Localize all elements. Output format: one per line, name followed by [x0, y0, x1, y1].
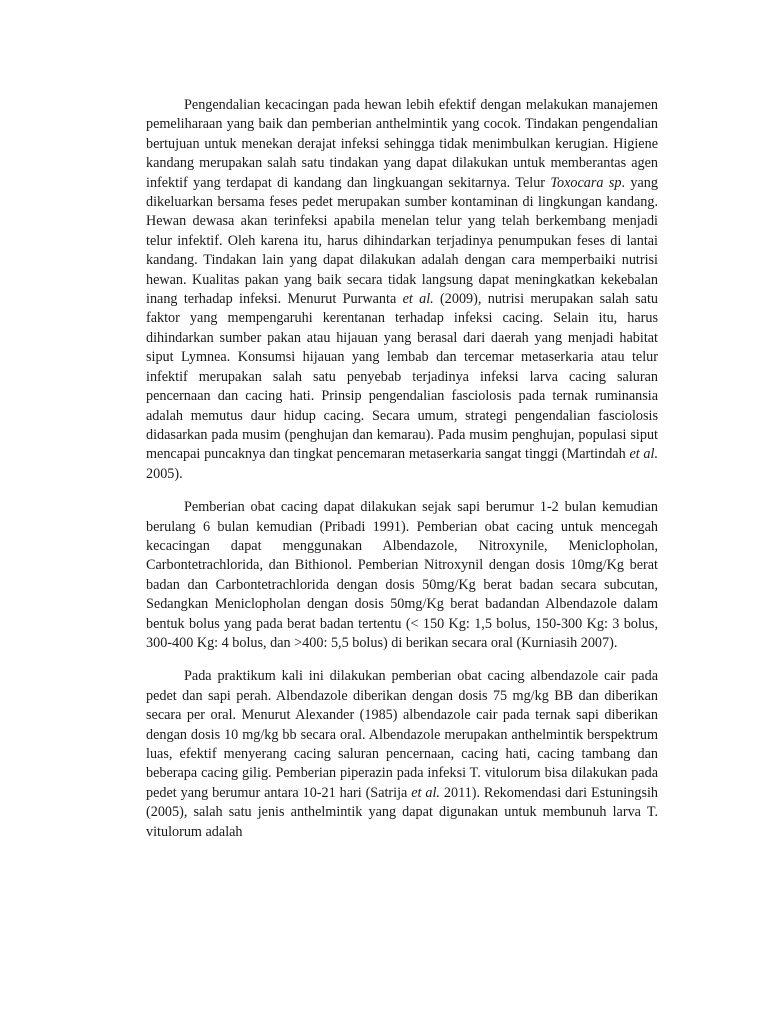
paragraph-1: Pengendalian kecacingan pada hewan lebih efektif dengan melakukan manajemen pemeliharaan yang baik dan pemberian anthelmintik yang cocok. Tindakan pengendalian bertujuan untuk menekan derajat infeksi sehingga tidak menimbulkan kerugian. Higiene kandang merupakan salah satu tindakan yang dapat dilakukan untuk memberantas agen infektif yang terdapat di kandang dan lingkuangan sekitarnya. Telur Toxocara sp. yang dikeluarkan bersama feses pedet merupakan sumber kontaminan di lingkungan kandang. Hewan dewasa akan terinfeksi apabila menelan telur yang telah berkembang menjadi telur infektif. Oleh karena itu, harus dihindarkan terjadinya penumpukan feses di lantai kandang. Tindakan lain yang dapat dilakukan adalah dengan cara memperbaiki nutrisi hewan. Kualitas pakan yang baik secara tidak langsung dapat meningkatkan kekebalan inang terhadap infeksi. Menurut Purwanta et al. (2009), nutrisi merupakan salah satu faktor yang mempengaruhi kerentanan terhadap infeksi cacing. Selain itu, harus dihindarkan sumber pakan atau hijauan yang berasal dari daerah yang menjadi habitat siput Lymnea. Konsumsi hijauan yang lembab dan tercemar metaserkaria atau telur infektif merupakan salah satu penyebab terjadinya infeksi larva cacing saluran pencernaan dan cacing hati. Prinsip pengendalian fasciolosis pada ternak ruminansia adalah memutus daur hidup cacing. Secara umum, strategi pengendalian fasciolosis didasarkan pada musim (penghujan dan kemarau). Pada musim penghujan, populasi siput mencapai puncaknya dan tingkat pencemaran metaserkaria sangat tinggi (Martindah et al. 2005).: [146, 97, 658, 482]
paragraph-2: Pemberian obat cacing dapat dilakukan sejak sapi berumur 1-2 bulan kemudian berulang 6 bulan kemudian (Pribadi 1991). Pemberian obat cacing untuk mencegah kecacingan dapat menggunakan Albendazole, Nitroxynile, Meniclopholan, Carbontetrachlorida, dan Bithionol. Pemberian Nitroxynil dengan dosis 10mg/Kg berat badan dan Carbontetrachlorida dengan dosis 50mg/Kg berat badan secara subcutan, Sedangkan Meniclopholan dengan dosis 50mg/Kg berat badandan Albendazole dalam bentuk bolus yang pada berat badan tertentu (< 150 Kg: 1,5 bolus, 150-300 Kg: 3 bolus, 300-400 Kg: 4 bolus, dan >400: 5,5 bolus) di berikan secara oral (Kurniasih 2007).: [146, 499, 658, 651]
paragraph-3: Pada praktikum kali ini dilakukan pemberian obat cacing albendazole cair pada pedet dan sapi perah. Albendazole diberikan dengan dosis 75 mg/kg BB dan diberikan secara per oral. Menurut Alexander (1985) albendazole cair pada ternak sapi diberikan dengan dosis 10 mg/kg bb secara oral. Albendazole merupakan anthelmintik berspektrum luas, efektif menyerang cacing saluran pencernaan, cacing hati, cacing tambang dan beberapa cacing gilig. Pemberian piperazin pada infeksi T. vitulorum bisa dilakukan pada pedet yang berumur antara 10-21 hari (Satrija et al. 2011). Rekomendasi dari Estuningsih (2005), salah satu jenis anthelmintik yang dapat digunakan untuk membunuh larva T. vitulorum adalah: [146, 668, 658, 840]
document-page: [146, 96, 658, 856]
